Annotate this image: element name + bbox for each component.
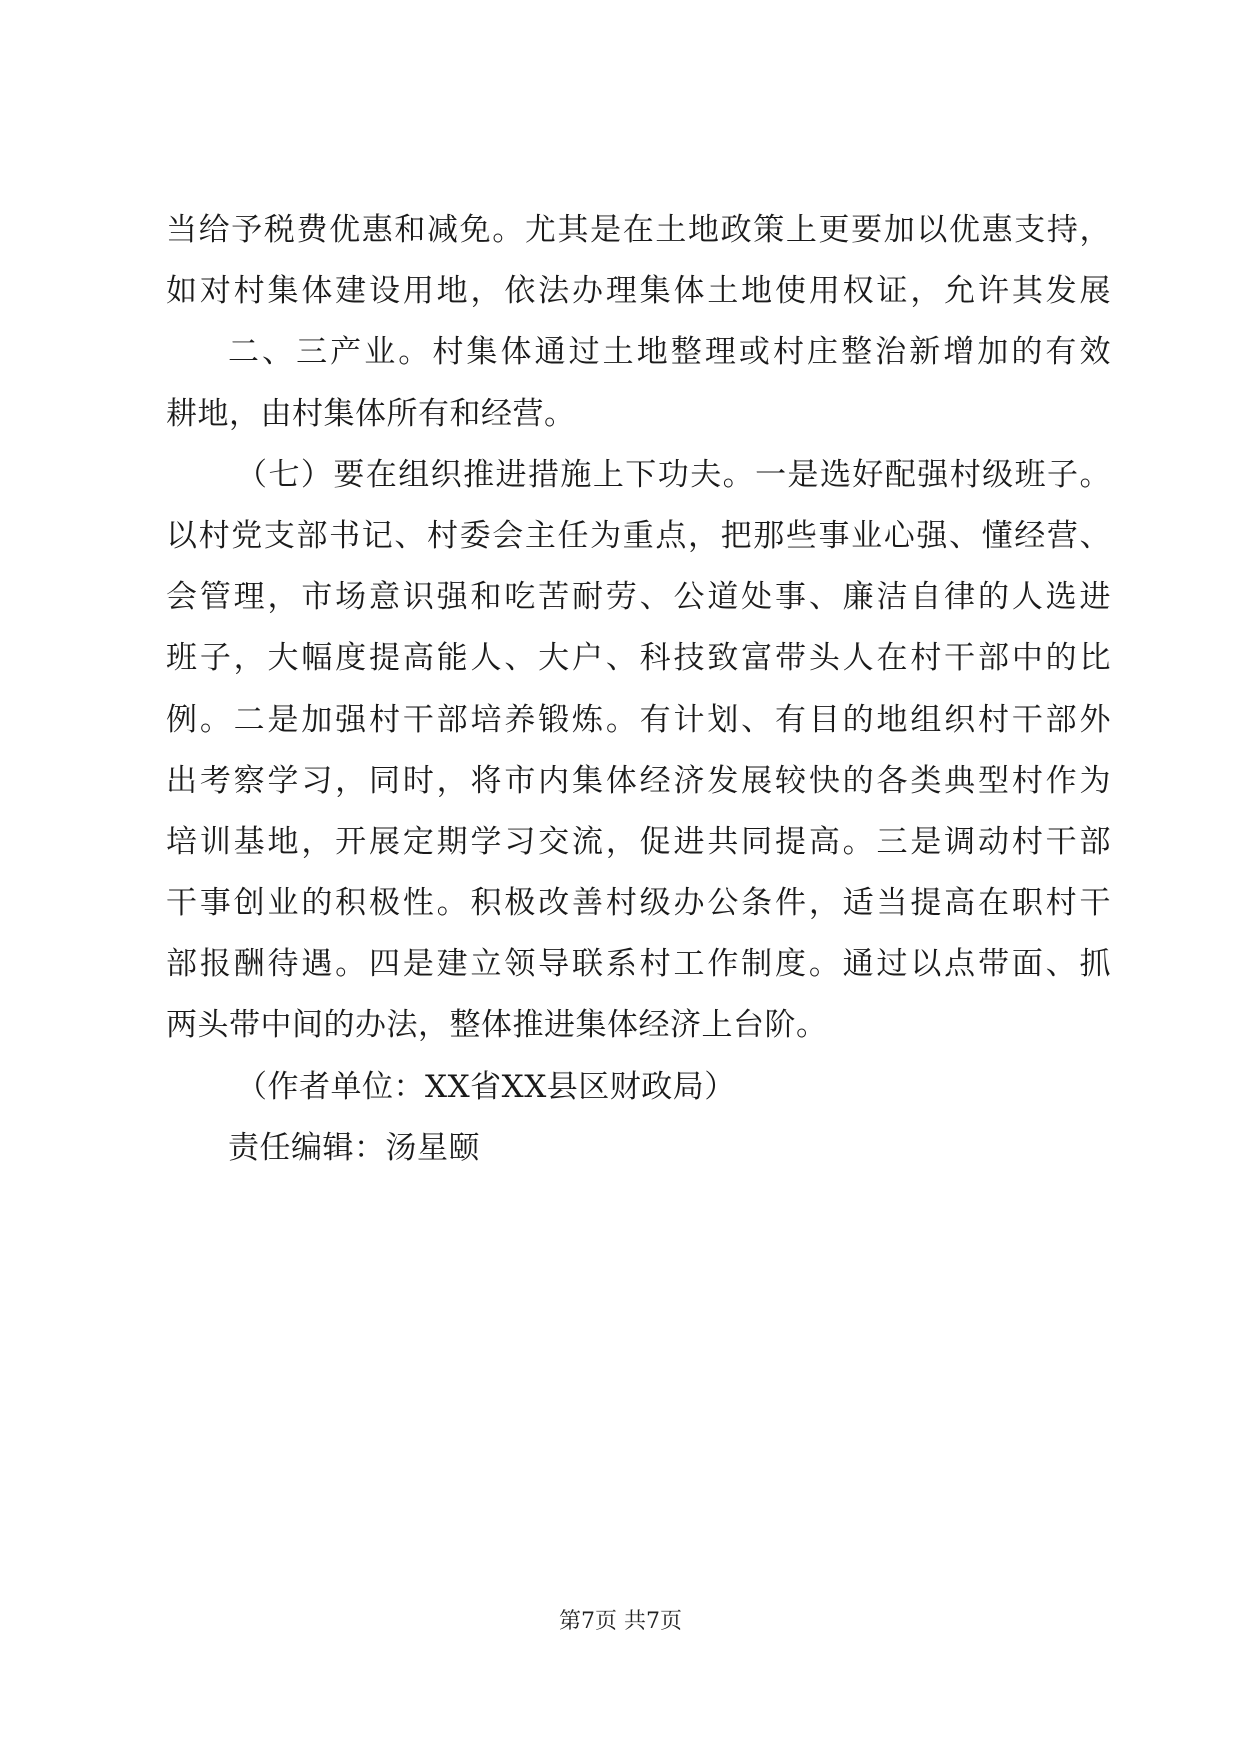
text-line: 会管理，市场意识强和吃苦耐劳、公道处事、廉洁自律的人选进	[166, 579, 1111, 616]
responsible-editor: 责任编辑：汤星颐	[228, 1129, 480, 1166]
page-number: 第7页 共7页	[559, 1609, 682, 1634]
text-line: 出考察学习，同时，将市内集体经济发展较快的各类典型村作为	[166, 762, 1111, 799]
body-text	[166, 200, 1111, 1179]
text-line: 当给予税费优惠和减免。尤其是在土地政策上更要加以优惠支持，	[166, 212, 1111, 248]
text-line: 班子，大幅度提高能人、大户、科技致富带头人在村干部中的比	[166, 640, 1111, 677]
text-line: 部报酬待遇。四是建立领导联系村工作制度。通过以点带面、抓	[166, 946, 1111, 983]
text-line: 二、三产业。村集体通过土地整理或村庄整治新增加的有效	[228, 334, 1111, 371]
text-line: 例。二是加强村干部培养锻炼。有计划、有目的地组织村干部外	[166, 701, 1111, 738]
section-heading-line: （七）要在组织推进措施上下功夫。一是选好配强村级班子。	[236, 456, 1111, 493]
text-line: 如对村集体建设用地，依法办理集体土地使用权证，允许其发展	[166, 273, 1111, 310]
text-line: 培训基地，开展定期学习交流，促进共同提高。三是调动村干部	[166, 823, 1111, 860]
text-line: 干事创业的积极性。积极改善村级办公条件，适当提高在职村干	[166, 885, 1111, 922]
text-line: 以村党支部书记、村委会主任为重点，把那些事业心强、懂经营、	[166, 517, 1111, 554]
text-line: 耕地，由村集体所有和经营。	[166, 395, 576, 432]
text-line: 两头带中间的办法，整体推进集体经济上台阶。	[166, 1007, 828, 1044]
author-affiliation: （作者单位：XX省XX县区财政局）	[236, 1068, 736, 1105]
